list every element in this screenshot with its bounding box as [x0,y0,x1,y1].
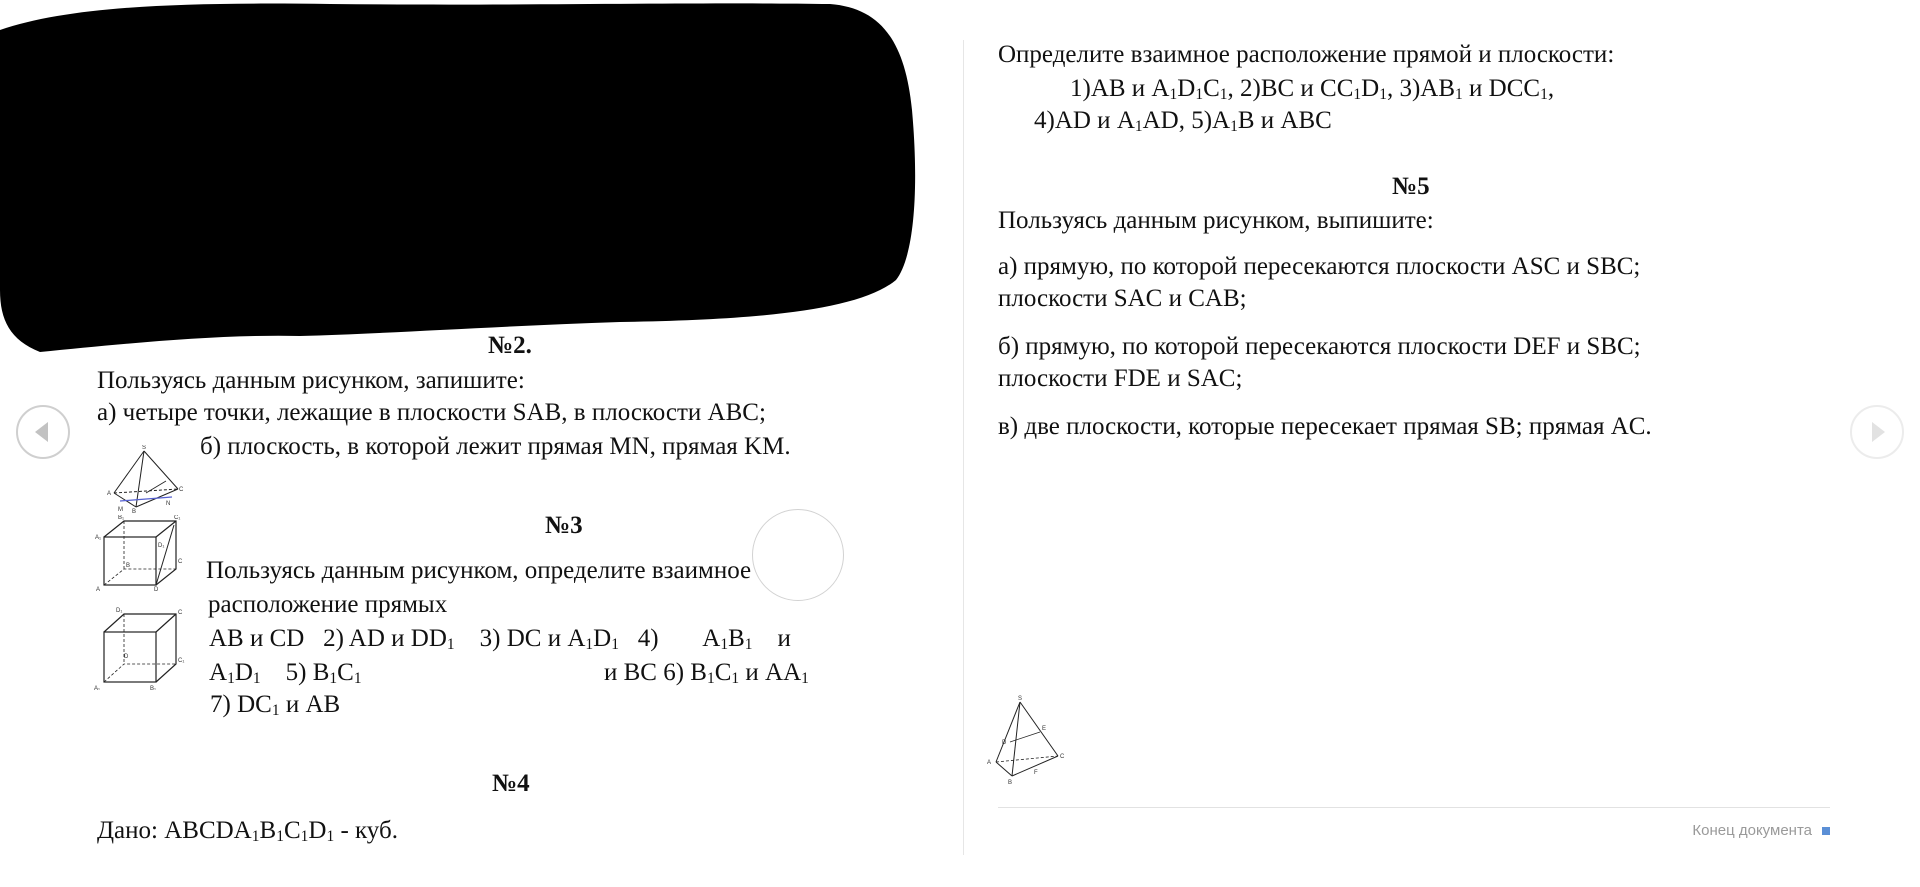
svg-text:C: C [1060,754,1065,760]
problem-4-given: Дано: $ABCDA_1B_1C_1D_1$ - куб. [97,817,398,845]
problem-3-intro-line2: расположение прямых [208,591,448,618]
problem-3-title: №3 [545,512,583,539]
column-divider [963,40,964,855]
svg-text:A: A [107,491,112,497]
problem-4-items-line2: 4)AD и $A_1AD$, $5)A_1B$ и ABC [1034,107,1332,135]
problem-3-line-a: AB и CD 2) AD и $DD_1$ 3) DC и $A_1D_1$ 4) $A_1B_1$ и [209,625,791,653]
redaction-blot [0,0,920,355]
problem-5-title: №5 [1392,173,1430,200]
problem-5-item-a-line2: плоскости SAC и CAB; [998,285,1247,312]
problem-5-intro: Пользуясь данным рисунком, выпишите: [998,207,1434,234]
svg-text:C₁: C₁ [178,658,185,664]
svg-text:D: D [154,587,159,591]
svg-text:A: A [987,760,992,766]
problem-2-title: №2. [488,332,532,359]
problem-5-item-a-line1: а) прямую, по которой пересекаются плоскости ASC и SBC; [998,253,1641,280]
end-of-document-label: Конец документа [1692,822,1830,839]
svg-text:C: C [178,559,183,565]
svg-text:N: N [166,501,171,507]
svg-text:D: D [1002,740,1007,746]
problem-3-line-b: $A_1D_1$ 5) $B_1C_1$ [209,659,362,687]
problem-2-intro: Пользуясь данным рисунком, запишите: [97,367,525,394]
end-marker-icon [1822,827,1830,835]
pyramid-figure [106,445,184,513]
svg-text:C₁: C₁ [174,515,181,521]
svg-text:D₁: D₁ [158,543,165,549]
chevron-left-icon [35,422,48,442]
svg-text:A₁: A₁ [94,686,101,690]
problem-3-line-b2: и BC 6) $B_1C_1$ и $AA_1$ [604,659,809,687]
problem-2-item-a: а) четыре точки, лежащие в плоскости SAB, в плоскости ABC; [97,399,766,426]
svg-text:D: D [124,654,129,660]
problem-4-task: Определите взаимное расположение прямой и плоскости: [998,41,1615,68]
end-divider [998,807,1830,808]
svg-text:D₁: D₁ [116,608,123,614]
problem-4-items-line1: 1)AB и $A_1D_1C_1$, 2)BC и $CC_1D_1$, $3)AB_1$ и $DCC_1$, [1070,75,1555,103]
svg-text:B: B [1008,780,1013,786]
svg-text:M: M [118,507,123,513]
problem-5-item-b-line1: б) прямую, по которой пересекаются плоскости DEF и SBC; [998,333,1641,360]
svg-text:B₁: B₁ [118,515,125,521]
chevron-right-icon [1872,422,1885,442]
svg-text:S: S [1018,696,1023,702]
problem-5-item-c: в) две плоскости, которые пересекает прямая SB; прямая AC. [998,413,1652,440]
svg-text:E: E [1042,726,1047,732]
svg-text:F: F [1034,770,1038,776]
svg-text:C: C [179,487,184,493]
svg-text:S: S [142,445,147,451]
svg-text:A₁: A₁ [95,535,102,541]
prev-page-button[interactable] [16,405,70,459]
next-page-button[interactable] [1850,405,1904,459]
svg-text:B: B [132,509,137,513]
problem-5-item-b-line2: плоскости FDE и SAC; [998,365,1243,392]
problem-4-title: №4 [492,770,530,797]
svg-text:A: A [96,587,101,591]
touch-cursor-indicator [752,509,844,601]
problem-3-line-c: 7) $DC_1$ и AB [210,691,341,719]
svg-text:C: C [178,610,183,616]
cube-figure-1 [94,515,188,591]
problem-3-intro-line1: Пользуясь данным рисунком, определите взаимное [206,557,752,584]
pyramid-figure-small [984,694,1066,786]
svg-text:B: B [126,563,131,569]
problem-2-item-b: б) плоскость, в которой лежит прямая MN, прямая KM. [200,433,791,460]
cube-figure-2 [94,606,188,690]
svg-text:B₁: B₁ [150,686,157,690]
